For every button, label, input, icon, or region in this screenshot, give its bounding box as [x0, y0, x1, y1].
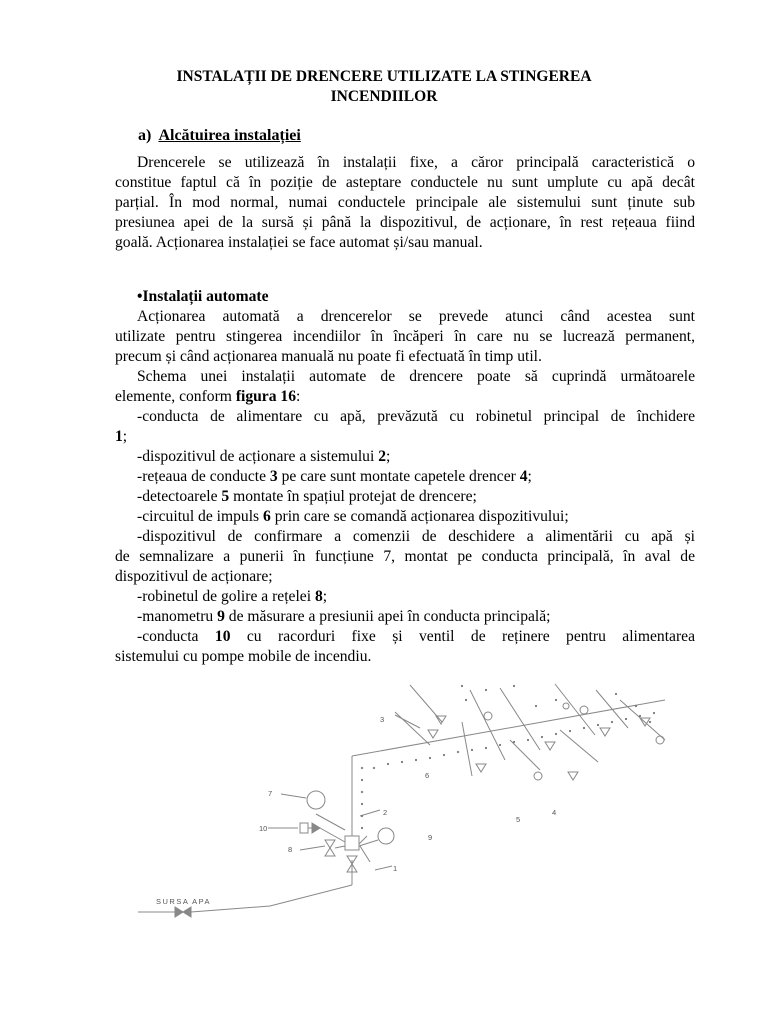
title-line-2: INCENDIILOR	[330, 88, 438, 105]
list-item: -robinetul de golire a rețelei 8;	[137, 588, 328, 605]
label-7: 7	[268, 789, 273, 798]
section-title: Alcătuirea instalației	[158, 127, 301, 144]
label-10: 10	[259, 824, 268, 833]
actuation-device-icon	[345, 836, 359, 850]
pipe-network	[352, 700, 665, 756]
manometer-icon	[378, 828, 394, 844]
intro-paragraph	[115, 153, 695, 253]
label-3: 3	[380, 715, 385, 724]
list-item-cont: 1;	[115, 428, 128, 445]
label-source: SURSA APA	[156, 897, 212, 906]
list-item: -circuitul de impuls 6 prin care se comandă acționarea dispozitivului;	[137, 508, 569, 525]
label-8: 8	[288, 845, 293, 854]
supply-pipe	[270, 885, 352, 906]
source-valve-icon	[175, 907, 183, 917]
intro-line: Drencerele se utilizează în instalații fixe, a căror principală caracteristică o	[137, 154, 695, 171]
drain-valve-icon	[325, 840, 335, 848]
list-item-cont: de semnalizare a punerii în funcțiune 7, montat pe conducta principală, în aval de	[115, 548, 695, 565]
section-marker: a)	[138, 127, 152, 144]
automatic-section	[115, 287, 695, 667]
para1-line: Acționarea automată a drencerelor se prevede atunci când acestea sunt	[137, 308, 695, 325]
label-2: 2	[383, 808, 388, 817]
list-item-cont: sistemului cu pompe mobile de incendiu.	[115, 648, 372, 665]
para2-line: Schema unei instalații automate de drencere poate să cuprindă următoarele	[137, 368, 695, 385]
label-6: 6	[425, 771, 430, 780]
section-heading	[138, 127, 301, 145]
intro-line: goală. Acționarea instalației se face automat și/sau manual.	[115, 234, 483, 251]
list-item-cont: dispozitivul de acționare;	[115, 568, 273, 585]
list-item: -conducta de alimentare cu apă, prevăzută cu robinetul principal de închidere	[137, 408, 695, 425]
intro-line: constitue faptul că în poziție de asteptare conductele nu sunt umplute cu apă decât	[115, 174, 695, 191]
document-title	[130, 67, 638, 107]
list-item: -conducta 10 cu racorduri fixe și ventil de reținere pentru alimentarea	[137, 628, 696, 645]
detector-icon	[484, 712, 492, 720]
label-5: 5	[516, 815, 521, 824]
para1-line: utilizate pentru stingerea incendiilor în încăperi în care nu se lucrează permanent,	[115, 328, 695, 345]
label-1: 1	[393, 864, 398, 873]
list-item: -detectoarele 5 montate în spațiul protejat de drencere;	[137, 488, 477, 505]
impulse-circuit	[361, 685, 655, 829]
label-4: 4	[552, 808, 557, 817]
intro-line: presiunea apei de la sursă și până la dispozitivul, de acționare, în rest rețeaua fiind	[115, 214, 695, 231]
list-item: -dispozitivul de acționare a sistemului 2;	[137, 448, 391, 465]
bullet-heading: •Instalații automate	[137, 288, 269, 305]
drencher-head-icon	[428, 730, 438, 738]
figure-ref: figura 16	[235, 388, 297, 405]
para1-line: precum și când acționarea manuală nu poate fi efectuată în timp util.	[115, 348, 542, 365]
label-9: 9	[428, 833, 433, 842]
list-item: -rețeaua de conducte 3 pe care sunt montate capetele drencer 4;	[137, 468, 532, 485]
drencher-system-diagram	[0, 670, 768, 930]
para2-line: elemente, conform figura 16:	[115, 388, 301, 405]
list-item: -manometru 9 de măsurare a presiunii apei în conducta principală;	[137, 608, 551, 625]
title-line-1: INSTALAȚII DE DRENCERE UTILIZATE LA STINGEREA	[176, 68, 592, 85]
intro-line: parțial. În mod normal, numai conductele principale ale sistemului sunt ținute sub	[115, 194, 695, 211]
list-item: -dispozitivul de confirmare a comenzii de deschidere a alimentării cu apă și	[137, 528, 695, 545]
confirm-device-icon	[307, 791, 325, 809]
